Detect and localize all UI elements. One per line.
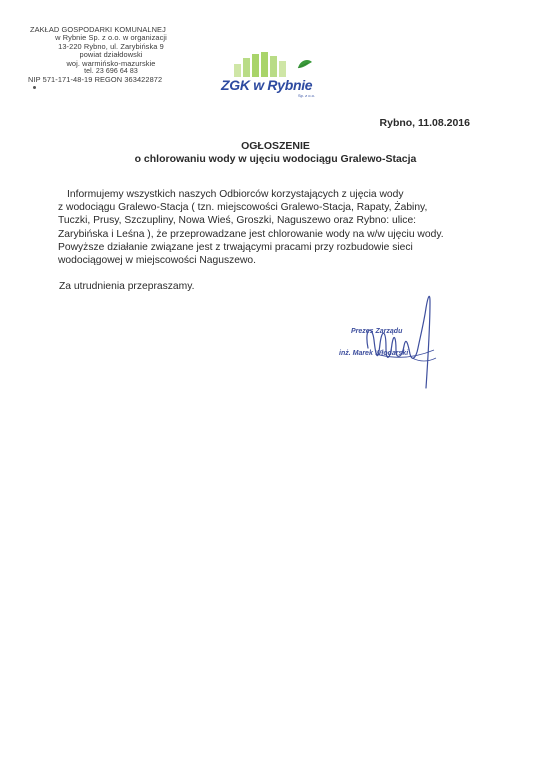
stamp-line-address: 13-220 Rybno, ul. Zarybińska 9 [58, 41, 164, 51]
body-line: Zarybińska i Leśna ), że przeprowadzane jest chlorowanie wody na w/w ujęciu wody. [58, 228, 444, 240]
company-logo [212, 50, 324, 102]
body-line: z wodociągu Gralewo-Stacja ( tzn. miejscowości Gralewo-Stacja, Rapaty, Żabiny, [58, 202, 428, 214]
announcement-body [58, 188, 488, 267]
stamp-line-company: ZAKŁAD GOSPODARKI KOMUNALNEJ [30, 25, 166, 34]
body-line: Informujemy wszystkich naszych Odbiorców korzystających z ujęcia wody [67, 189, 404, 200]
company-stamp [26, 26, 196, 85]
announcement-subject: o chlorowaniu wody w ujęciu wodociągu Gralewo-Stacja [134, 153, 417, 165]
body-line: Tuczki, Prusy, Szczupliny, Nowa Wieś, Groszki, Naguszewo oraz Rybno: ulice: [58, 215, 417, 227]
logo-wordmark: ZGK w Rybnie [221, 77, 313, 93]
stamp-line-phone: tel. 23 696 64 83 [84, 68, 138, 76]
stamp-line-county: powiat działdowski [79, 50, 143, 60]
announcement-heading: OGŁOSZENIE [241, 140, 310, 152]
signatory-role: Prezes Zarządu [351, 328, 403, 335]
body-line: wodociągowej w miejscowości Naguszewo. [58, 255, 257, 267]
stamp-line-legal: w Rybnie Sp. z o.o. w organizacji [55, 33, 167, 43]
stamp-line-voivodeship: woj. warmińsko-mazurskie [66, 58, 156, 68]
stamp-line-tax-ids: NIP 571-171-48-19 REGON 363422872 [28, 75, 163, 85]
letter-date: Rybno, 11.08.2016 [379, 117, 470, 129]
stamp-dot [33, 86, 36, 89]
logo-subtitle: Sp. z o.o. [298, 93, 315, 98]
handwritten-signature-icon [350, 288, 450, 398]
closing-line: Za utrudnienia przepraszamy. [59, 281, 195, 292]
signatory-name: inż. Marek Włodarski [339, 350, 409, 357]
body-line: Powyższe działanie związane jest z trwającymi pracami przy rozbudowie sieci [58, 241, 413, 253]
